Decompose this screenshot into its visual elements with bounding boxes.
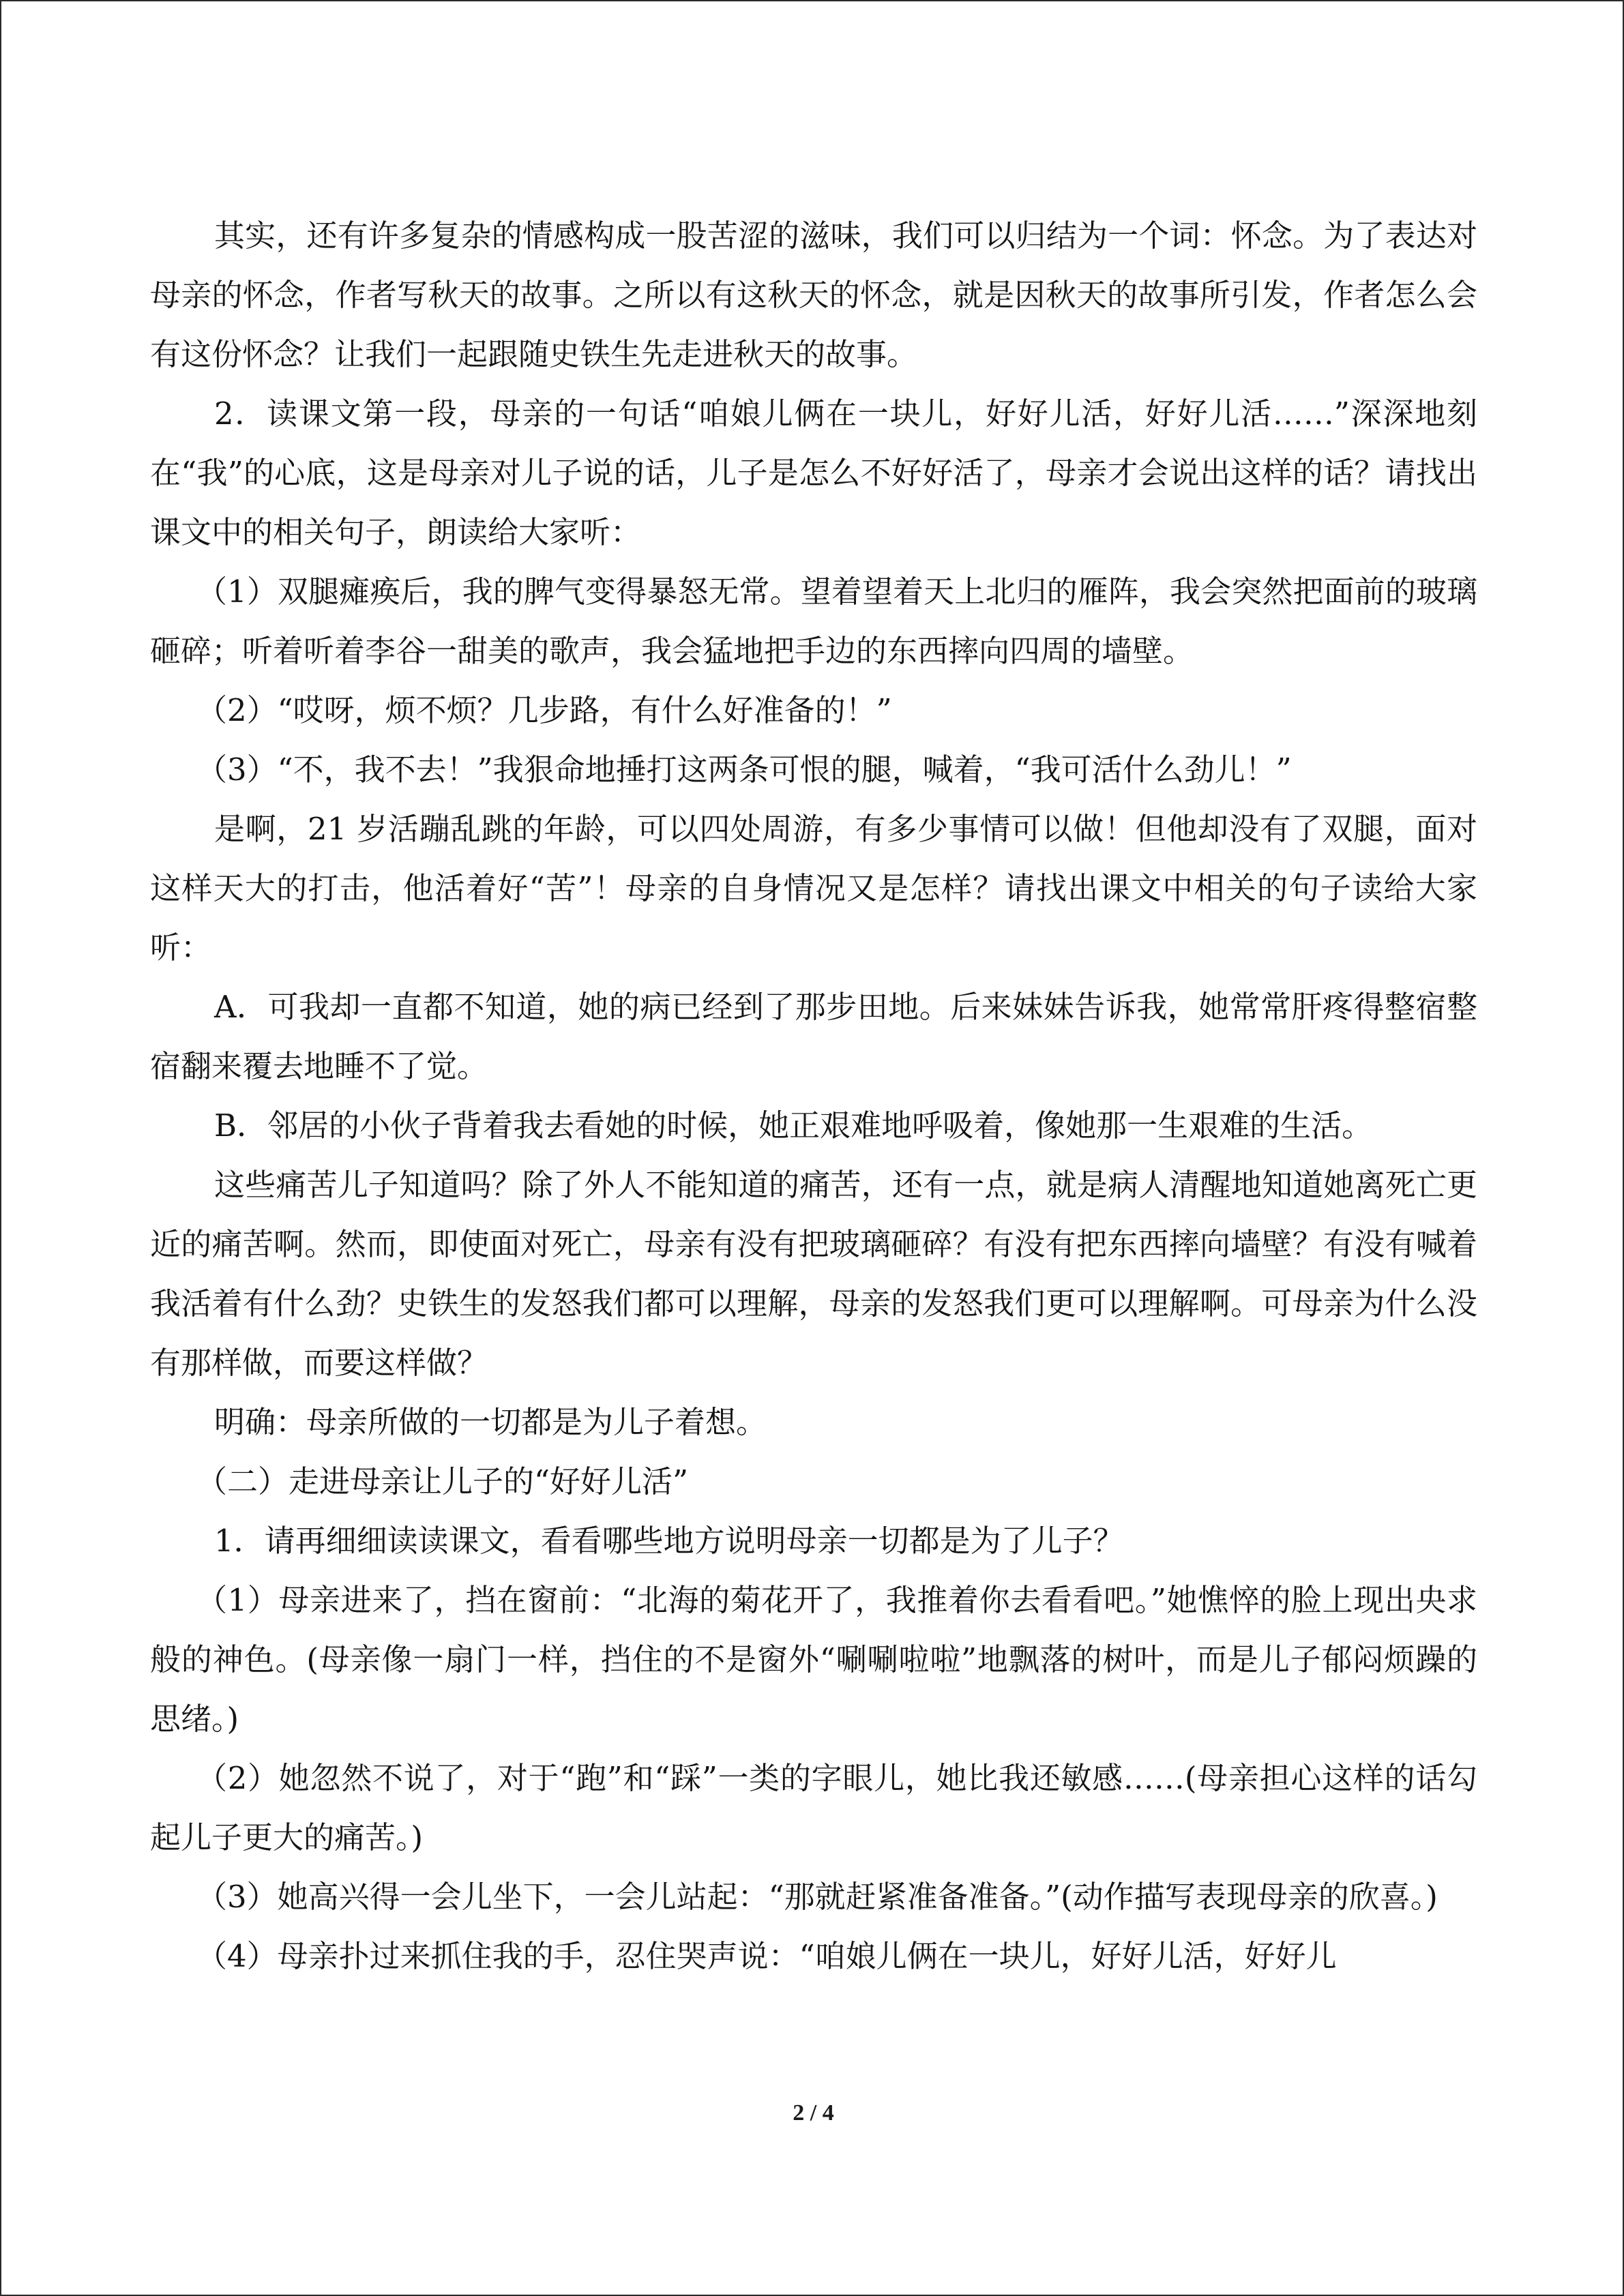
item-b-breathing: B．邻居的小伙子背着我去看她的时候，她正艰难地呼吸着，像她那一生艰难的生活。: [214, 1107, 1373, 1144]
question-1: 1．请再细细读读课文，看看哪些地方说明母亲一切都是为了儿子？: [214, 1523, 1124, 1559]
page-number: 2 / 4: [793, 2100, 834, 2126]
item-a-illness: A．可我却一直都不知道，她的病已经到了那步田地。后来妹妹告诉我，她常常肝疼得整宿整宿翻来覆去地睡不了觉。: [150, 989, 1477, 1084]
paragraph-huainian: 其实，还有许多复杂的情感构成一股苦涩的滋味，我们可以归结为一个词：怀念。为了表达对母亲的怀念，作者写秋天的故事。之所以有这秋天的怀念，就是因秋天的故事所引发，作者怎么会有这份怀念？让我们一起跟随史铁生先走进秋天的故事。: [150, 218, 1477, 372]
example-4-hand: （4）母亲扑过来抓住我的手，忍住哭声说：“咱娘儿俩在一块儿，好好儿活，好好儿: [196, 1938, 1337, 1974]
example-3-happy: （3）她高兴得一会儿坐下，一会儿站起：“那就赶紧准备准备。”(动作描写表现母亲的欣喜。): [196, 1879, 1438, 1915]
paragraph-read-first-section: 2．读课文第一段，母亲的一句话“咱娘儿俩在一块儿，好好儿活，好好儿活……”深深地刻在“我”的心底，这是母亲对儿子说的话，儿子是怎么不好好活了，母亲才会说出这样的话？请找出课文中的相关句子，朗读给大家听：: [150, 396, 1477, 550]
paragraph-clarify: 明确：母亲所做的一切都是为儿子着想。: [214, 1404, 767, 1440]
quote-1-temper: （1）双腿瘫痪后，我的脾气变得暴怒无常。望着望着天上北归的雁阵，我会突然把面前的玻璃砸碎；听着听着李谷一甜美的歌声，我会猛地把手边的东西摔向四周的墙壁。: [150, 573, 1477, 669]
section-heading-2: （二）走进母亲让儿子的“好好儿活”: [196, 1463, 689, 1500]
quote-2-annoyed: （2）“哎呀，烦不烦？几步路，有什么好准备的！”: [196, 692, 892, 728]
quote-3-refuse: （3）“不，我不去！”我狠命地捶打这两条可恨的腿，喊着，“我可活什么劲儿！”: [196, 751, 1292, 788]
paragraph-age-21: 是啊，21 岁活蹦乱跳的年龄，可以四处周游，有多少事情可以做！但他却没有了双腿，面对这样天大的打击，他活着好“苦”！母亲的自身情况又是怎样？请找出课文中相关的句子读给大家听：: [150, 811, 1477, 966]
page-body: [150, 206, 1477, 1986]
paragraph-pain: 这些痛苦儿子知道吗？除了外人不能知道的痛苦，还有一点，就是病人清醒地知道她离死亡更近的痛苦啊。然而，即使面对死亡，母亲有没有把玻璃砸碎？有没有把东西摔向墙壁？有没有喊着我活着有什么劲？史铁生的发怒我们都可以理解，母亲的发怒我们更可以理解啊。可母亲为什么没有那样做，而要这样做？: [150, 1167, 1477, 1381]
example-1-window: （1）母亲进来了，挡在窗前：“北海的菊花开了，我推着你去看看吧。”她憔悴的脸上现出央求般的神色。(母亲像一扇门一样，挡住的不是窗外“唰唰啦啦”地飘落的树叶，而是儿子郁闷烦躁的思绪。): [150, 1582, 1477, 1737]
example-2-sensitive: （2）她忽然不说了，对于“跑”和“踩”一类的字眼儿，她比我还敏感……(母亲担心这样的话勾起儿子更大的痛苦。): [150, 1760, 1477, 1855]
